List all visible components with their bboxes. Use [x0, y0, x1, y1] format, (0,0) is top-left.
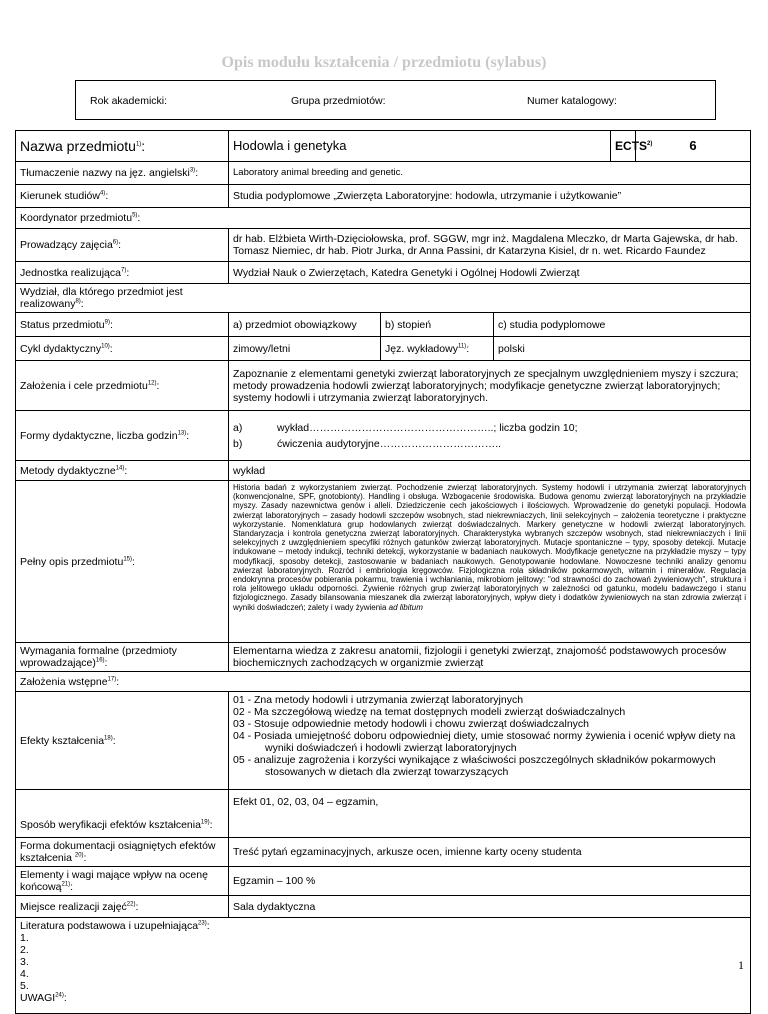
- notes-label: UWAGI$^{24)}$:: [20, 992, 67, 1004]
- catalog-number-label: Numer katalogowy:: [527, 95, 617, 107]
- methods-value: wykład: [229, 461, 751, 481]
- row-cycle: [16, 337, 751, 361]
- document-title: Opis modułu kształcenia / przedmiotu (sylabus): [221, 54, 547, 71]
- teachers-label: Prowadzący zajęcia$^{6)}$:: [16, 229, 229, 262]
- outcome-item: 02 - Ma szczegółową wiedzę na temat dostępnych modeli zwierząt doświadczalnych: [233, 706, 626, 718]
- academic-year-label: Rok akademicki:: [90, 95, 168, 107]
- row-outcomes: [16, 692, 751, 790]
- language-value: polski: [494, 337, 751, 361]
- status-label: Status przedmiotu$^{9)}$:: [16, 313, 229, 337]
- form-b-key: b): [233, 437, 243, 450]
- outcomes-label: Efekty kształcenia$^{18)}$:: [16, 692, 229, 790]
- row-status: [16, 313, 751, 337]
- unit-value: Wydział Nauk o Zwierzętach, Katedra Genetyki i Ogólnej Hodowli Zwierząt: [229, 262, 751, 284]
- row-coordinator: [16, 208, 751, 229]
- row-literature: [16, 918, 751, 1014]
- row-documentation: [16, 838, 751, 867]
- goals-value: Zapoznanie z elementami genetyki zwierząt laboratoryjnych ze specjalnym uwzględnieniem myszy i szczura; metody prowadzenia hodowli zwierząt laboratoryjnych; modyfikacje genetyczne zwierząt laboratoryjnych; systemy hodowli i utrzymania zwierząt laboratoryjnych.: [229, 361, 751, 411]
- forms-value: [229, 411, 751, 461]
- row-place: [16, 896, 751, 918]
- form-b-value: ćwiczenia audytoryjne……………………………..: [277, 437, 502, 450]
- literature-item: 4.: [20, 968, 29, 980]
- course-name-value: Hodowla i genetyka: [229, 131, 611, 162]
- row-goals: [16, 361, 751, 411]
- row-course-name: [16, 131, 751, 162]
- row-methods: [16, 461, 751, 481]
- row-prerequisites: [16, 672, 751, 692]
- grading-label: Elementy i wagi mające wpływ na ocenę końcową$^{21)}$:: [16, 867, 229, 896]
- translation-value: Laboratory animal breeding and genetic.: [229, 162, 751, 185]
- field-label: Kierunek studiów$^{4)}$:: [16, 185, 229, 208]
- documentation-label: Forma dokumentacji osiągniętych efektów kształcenia $^{20)}$:: [16, 838, 229, 867]
- translation-label: Tłumaczenie nazwy na jęz. angielski$^{3)}$:: [16, 162, 229, 185]
- literature-label: Literatura podstawowa i uzupełniająca$^{23)}$:: [20, 920, 210, 932]
- row-verification: [16, 790, 751, 838]
- cycle-label: Cykl dydaktyczny$^{10)}$:: [16, 337, 229, 361]
- row-field: [16, 185, 751, 208]
- full-description-label: Pełny opis przedmiotu$^{15)}$:: [16, 481, 229, 643]
- literature-section: [16, 918, 751, 1014]
- header-box: [75, 80, 716, 120]
- place-value: Sala dydaktyczna: [229, 896, 751, 918]
- row-forms: [16, 411, 751, 461]
- subject-group-label: Grupa przedmiotów:: [291, 95, 386, 107]
- status-c: c) studia podyplomowe: [494, 313, 751, 337]
- outcome-item: 03 - Stosuje odpowiednie metody hodowli i chowu zwierząt doświadczalnych: [233, 718, 590, 730]
- status-b: b) stopień: [381, 313, 494, 337]
- row-faculty: [16, 284, 751, 313]
- ects-value: 6: [636, 131, 751, 162]
- literature-item: 2.: [20, 944, 29, 956]
- row-grading: [16, 867, 751, 896]
- verification-value: Efekt 01, 02, 03, 04 – egzamin,: [229, 790, 751, 838]
- prerequisites-label: Założenia wstępne$^{17)}$:: [16, 672, 751, 692]
- verification-label: Sposób weryfikacji efektów kształcenia$^{19)}$:: [16, 790, 229, 838]
- row-full-description: [16, 481, 751, 643]
- row-teachers: [16, 229, 751, 262]
- ects-label: ECTS$^{2)}$: [611, 131, 636, 162]
- status-a: a) przedmiot obowiązkowy: [229, 313, 381, 337]
- syllabus-table: [15, 130, 751, 1014]
- cycle-value: zimowy/letni: [229, 337, 381, 361]
- methods-label: Metody dydaktyczne$^{14)}$:: [16, 461, 229, 481]
- literature-item: 5.: [20, 980, 29, 992]
- forms-label: Formy dydaktyczne, liczba godzin$^{13)}$:: [16, 411, 229, 461]
- grading-value: Egzamin – 100 %: [229, 867, 751, 896]
- form-a-value: wykład……………………………………………..; liczba godzin 10;: [277, 421, 578, 434]
- language-label: Jęz. wykładowy$^{11)}$:: [381, 337, 494, 361]
- requirements-label: Wymagania formalne (przedmioty wprowadzające)$^{16)}$:: [16, 643, 229, 672]
- form-a-key: a): [233, 421, 243, 434]
- row-translation: [16, 162, 751, 185]
- page-number: 1: [738, 958, 744, 972]
- goals-label: Założenia i cele przedmiotu$^{12)}$:: [16, 361, 229, 411]
- faculty-label: Wydział, dla którego przedmiot jest realizowany$^{8)}$:: [16, 284, 751, 313]
- documentation-value: Treść pytań egzaminacyjnych, arkusze ocen, imienne karty oceny studenta: [229, 838, 751, 867]
- field-value: Studia podyplomowe „Zwierzęta Laboratoryjne: hodowla, utrzymanie i użytkowanie”: [229, 185, 751, 208]
- outcome-item: wyniki doświadczeń i hodowli zwierząt laboratoryjnych: [265, 742, 517, 754]
- coordinator-label: Koordynator przedmiotu$^{5)}$:: [16, 208, 751, 229]
- outcome-item: 01 - Zna metody hodowli i utrzymania zwierząt laboratoryjnych: [233, 694, 524, 706]
- requirements-value: Elementarna wiedza z zakresu anatomii, fizjologii i genetyki zwierząt, znajomość podstawowych procesów biochemicznych zachodzących w organizmie zwierząt: [229, 643, 751, 672]
- outcome-item: stosowanych w dietach dla zwierząt towarzyszących: [265, 766, 509, 778]
- teachers-value: dr hab. Elżbieta Wirth-Dzięciołowska, prof. SGGW, mgr inż. Magdalena Mleczko, dr Marta Gajewska, dr hab. Tomasz Niemiec, dr hab. Piotr Jurka, dr Anna Passini, dr Katarzyna Kisiel, dr n. wet. Ricardo Faundez: [229, 229, 751, 262]
- row-unit: [16, 262, 751, 284]
- row-requirements: [16, 643, 751, 672]
- outcome-item: 04 - Posiada umiejętność doboru odpowiedniej diety, umie stosować normy żywienia i ocenić wpływ diety na: [233, 730, 736, 742]
- outcome-item: 05 - analizuje zagrożenia i korzyści wynikające z właściwości poszczególnych składników pokarmowych: [233, 754, 716, 766]
- place-label: Miejsce realizacji zajęć$^{22)}$:: [16, 896, 229, 918]
- outcomes-list: [229, 692, 751, 790]
- literature-item: 3.: [20, 956, 29, 968]
- course-name-label: Nazwa przedmiotu$^{1)}$:: [16, 131, 229, 162]
- literature-item: 1.: [20, 932, 29, 944]
- full-description-value: Historia badań z wykorzystaniem zwierząt. Pochodzenie zwierząt laboratoryjnych. Systemy hodowli i utrzymania zwierząt laboratoryjnych (konwencjonalne, SPF, gnotobionty). Handling i obsługa. Wzbogacenie środowiska. Budowa genomu zwierząt laboratoryjnych na przykładzie myszy. Zasady nazewnictwa genów i alleli. Dziedziczenie cech jakościowych i ilościowych. Wprowadzenie do genetyki populacji. Hodowla zwierząt laboratoryjnych – zasady hodowli szczepów wsobnych, stad niekrewniaczych, linii selekcyjnych – założenia teoretyczne i praktyczne wykorzystanie. Nomenklatura grup hodowlanych zwierząt doświadczalnych. Markery genetyczne w hodowli zwierząt laboratoryjnych. Standaryzacja i kontrola genetyczna zwierząt laboratoryjnych. Charakterystyka wybranych szczepów wsobnych, stad niekrewniaczych i linii selekcyjnych z uwzględnieniem specyfiki różnych gatunków zwierząt laboratoryjnych. Mutacje spontaniczne – typy, sposoby detekcji. Mutacje indukowane – metody indukcji, techniki detekcji, wykorzystanie w badaniach naukowych. Modyfikacje genetyczne na przykładzie myszy – typy modyfikacji, sposoby detekcji, zastosowanie w badaniach naukowych. Genotypowanie hodowlane. Nowoczesne techniki analizy genomu zwierząt laboratoryjnych. Rozród i embriologia kręgowców. Fizjologiczna rola składników pokarmowych, witamin i minerałów. Regulacja endokrynna procesów pobierania pokarmu, trawienia i wchłaniania, mikrobiom jelitowy: "od strawności do zachowań żywieniowych", struktura i rola jelitowego układu odporności. Żywienie różnych grup zwierząt laboratoryjnych w zależności od gatunku, modelu badawczego i stanu fizjologicznego. Zasady bilansowania mieszanek dla zwierząt laboratoryjnych, wpływ diety i dodatków żywieniowych na stan zdrowia zwierząt i wyniki doświadczeń; zalety i wady żywienia ad libitum: [229, 481, 751, 643]
- unit-label: Jednostka realizująca$^{7)}$:: [16, 262, 229, 284]
